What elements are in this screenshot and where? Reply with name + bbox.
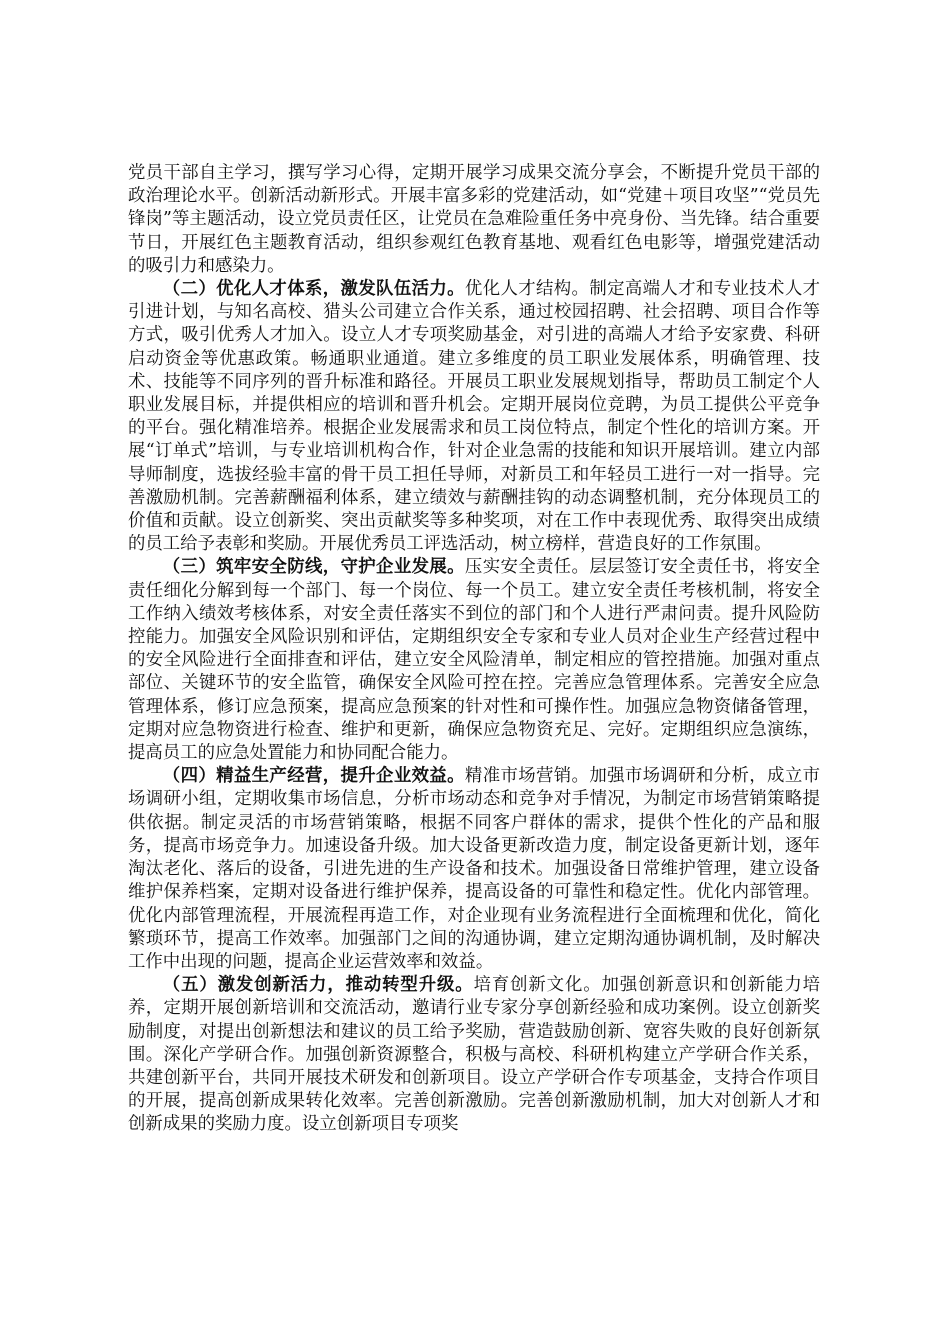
paragraph-talent-system xyxy=(128,278,820,556)
paragraph-body: 压实安全责任。层层签订安全责任书，将安全责任细化分解到每一个部门、每一个岗位、每一个员工。建立安全责任考核机制，将安全工作纳入绩效考核体系，对安全责任落实不到位的部门和个人进行严肃问责。提升风险防控能力。加强安全风险识别和评估，定期组织安全专家和专业人员对企业生产经营过程中的安全风险进行全面排查和评估，建立安全风险清单，制定相应的管控措施。加强对重点部位、关键环节的安全监管，确保安全风险可控在控。完善应急管理体系。完善安全应急管理体系，修订应急预案，提高应急预案的针对性和可操作性。加强应急物资储备管理，定期对应急物资进行检查、维护和更新，确保应急物资充足、完好。定期组织应急演练，提高员工的应急处置能力和协同配合能力。 xyxy=(128,557,820,764)
paragraph-innovation xyxy=(128,974,820,1136)
section-heading: （五）激发创新活力，推动转型升级。 xyxy=(162,975,474,996)
paragraph-party-building-continued xyxy=(128,162,820,278)
paragraph-production xyxy=(128,765,820,974)
section-heading: （二）优化人才体系，激发队伍活力。 xyxy=(162,279,465,300)
paragraph-body: 培育创新文化。加强创新意识和创新能力培养，定期开展创新培训和交流活动，邀请行业专家分享创新经验和成功案例。设立创新奖励制度，对提出创新想法和建议的员工给予奖励，营造鼓励创新、宽容失败的良好创新氛围。深化产学研合作。加强创新资源整合，积极与高校、科研机构建立产学研合作关系，共建创新平台，共同开展技术研发和创新项目。设立产学研合作专项基金，支持合作项目的开展，提高创新成果转化效率。完善创新激励。完善创新激励机制，加大对创新人才和创新成果的奖励力度。设立创新项目专项奖 xyxy=(128,975,820,1135)
paragraph-safety xyxy=(128,556,820,765)
paragraph-body: 优化人才结构。制定高端人才和专业技术人才引进计划，与知名高校、猎头公司建立合作关系，通过校园招聘、社会招聘、项目合作等方式，吸引优秀人才加入。设立人才专项奖励基金，对引进的高端人才给予安家费、科研启动资金等优惠政策。畅通职业通道。建立多维度的员工职业发展体系，明确管理、技术、技能等不同序列的晋升标准和路径。开展员工职业发展规划指导，帮助员工制定个人职业发展目标，并提供相应的培训和晋升机会。定期开展岗位竞聘，为员工提供公平竞争的平台。强化精准培养。根据企业发展需求和员工岗位特点，制定个性化的培训方案。开展“订单式”培训，与专业培训机构合作，针对企业急需的技能和知识开展培训。建立内部导师制度，选拔经验丰富的骨干员工担任导师，对新员工和年轻员工进行一对一指导。完善激励机制。完善薪酬福利体系，建立绩效与薪酬挂钩的动态调整机制，充分体现员工的价值和贡献。设立创新奖、突出贡献奖等多种奖项，对在工作中表现优秀、取得突出成绩的员工给予表彰和奖励。开展优秀员工评选活动，树立榜样，营造良好的工作氛围。 xyxy=(128,279,820,555)
section-heading: （四）精益生产经营，提升企业效益。 xyxy=(162,766,465,787)
section-heading: （三）筑牢安全防线，守护企业发展。 xyxy=(162,557,465,578)
document-page xyxy=(128,162,820,1137)
paragraph-body: 党员干部自主学习，撰写学习心得，定期开展学习成果交流分享会，不断提升党员干部的政治理论水平。创新活动新形式。开展丰富多彩的党建活动，如“党建＋项目攻坚”“党员先锋岗”等主题活动，设立党员责任区，让党员在急难险重任务中亮身份、当先锋。结合重要节日，开展红色主题教育活动，组织参观红色教育基地、观看红色电影等，增强党建活动的吸引力和感染力。 xyxy=(128,163,820,276)
paragraph-body: 精准市场营销。加强市场调研和分析，成立市场调研小组，定期收集市场信息，分析市场动态和竞争对手情况，为制定市场营销策略提供依据。制定灵活的市场营销策略，根据不同客户群体的需求，提供个性化的产品和服务，提高市场竞争力。加速设备升级。加大设备更新改造力度，制定设备更新计划，逐年淘汰老化、落后的设备，引进先进的生产设备和技术。加强设备日常维护管理，建立设备维护保养档案，定期对设备进行维护保养，提高设备的可靠性和稳定性。优化内部管理。优化内部管理流程，开展流程再造工作，对企业现有业务流程进行全面梳理和优化，简化繁琐环节，提高工作效率。加强部门之间的沟通协调，建立定期沟通协调机制，及时解决工作中出现的问题，提高企业运营效率和效益。 xyxy=(128,766,820,972)
